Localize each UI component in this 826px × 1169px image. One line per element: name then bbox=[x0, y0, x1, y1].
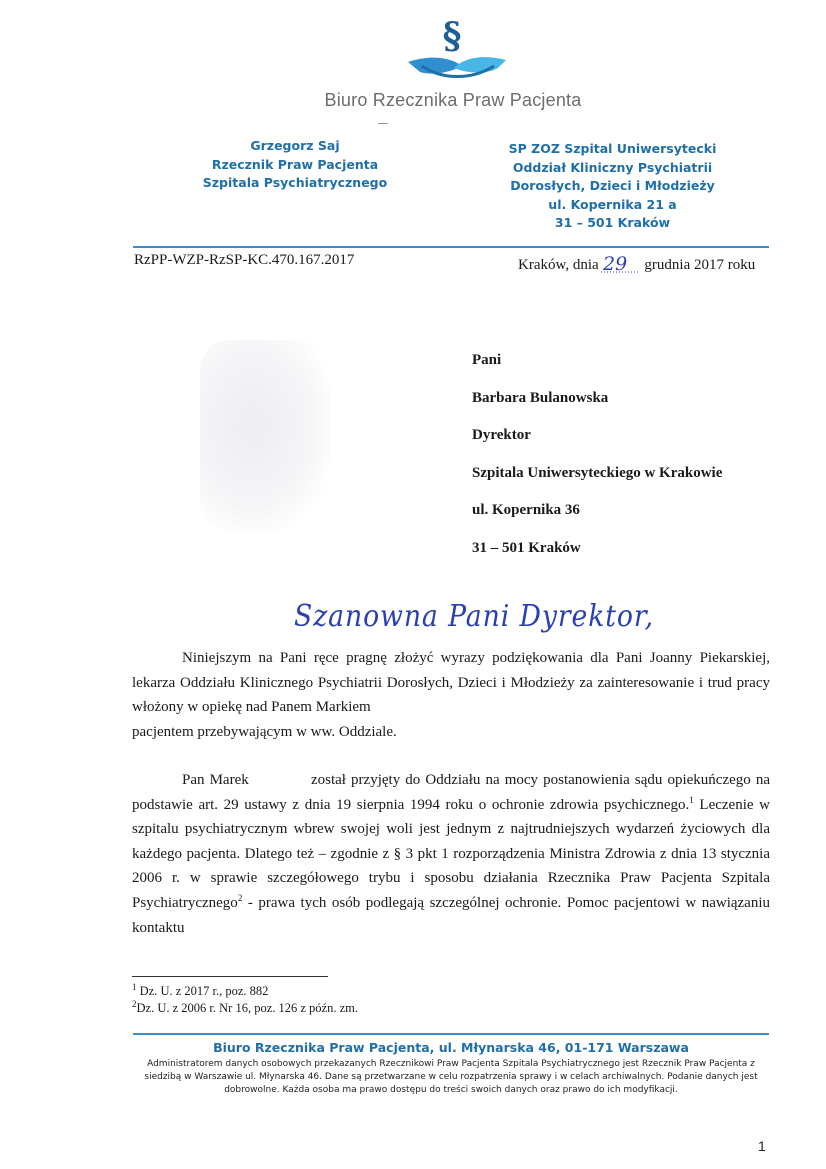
sender-name: Grzegorz Saj bbox=[250, 138, 340, 153]
footnote-ref-1: 1 bbox=[689, 794, 694, 805]
reference-number: RzPP-WZP-RzSP-KC.470.167.2017 bbox=[134, 252, 355, 268]
divider bbox=[378, 123, 388, 124]
paragraph-text: został przyjęty do Oddziału na mocy postanowienia sądu opiekuńczego na podstawie art. 29 ustawy z dnia 19 sierpnia 1994 roku o ochronie zdrowia psychicznego. bbox=[132, 772, 771, 813]
footnote-ref-2: 2 bbox=[237, 892, 243, 903]
svg-text:§: § bbox=[442, 15, 462, 57]
footnote-1: $^1$ Dz. U. z 2017 r., poz. 882 bbox=[132, 981, 269, 998]
sender-block-left bbox=[170, 137, 420, 193]
date-suffix: grudnia 2017 roku bbox=[644, 257, 756, 273]
svg-text:29: 29 bbox=[602, 253, 627, 275]
date-line bbox=[518, 253, 755, 275]
paragraph-text-end: pacjentem przebywającym w ww. Oddziale. bbox=[132, 723, 397, 740]
recipient-block bbox=[472, 342, 722, 568]
handwritten-salutation bbox=[290, 590, 660, 645]
paragraph-text-c: - prawa tych osób podlegają szczególnej ochronie. Pomoc pacjentowi w nawiązaniu kontaktu bbox=[132, 894, 770, 936]
page-number: 1 bbox=[758, 1138, 766, 1154]
body-paragraph-2 bbox=[132, 768, 770, 940]
hospital-name: SP ZOZ Szpital Uniwersytecki bbox=[508, 141, 717, 156]
sender-role: Rzecznik Praw Pacjenta bbox=[211, 156, 379, 172]
paragraph-start: Pan Marek bbox=[182, 772, 249, 788]
hospital-street: ul. Kopernika 21 a bbox=[548, 196, 677, 212]
footer-address: Biuro Rzecznika Praw Pacjenta, ul. Młynarska 46, 01-171 Warszawa bbox=[213, 1040, 689, 1055]
paragraph-text-b: Leczenie w szpitalu psychiatrycznym wbrew swojej woli jest jednym z najtrudniejszych wydarzeń życiowych dla każdego pacjenta. Dlatego też – zgodnie z § 3 pkt 1 rozporządzenia Ministra Zdrowia z dnia 13 stycznia 2006 r. w sprawie szczegółowego trybu i sposobu działania Rzecznika Praw Pacjenta Szpitala Psychiatrycznego bbox=[132, 796, 771, 911]
sender-block-right bbox=[490, 140, 735, 233]
recipient-institution: Szpitala Uniwersyteckiego w Krakowie bbox=[472, 464, 723, 481]
footnote-divider bbox=[132, 976, 328, 977]
office-title: Biuro Rzecznika Praw Pacjenta bbox=[324, 90, 582, 110]
recipient-name: Barbara Bulanowska bbox=[472, 389, 609, 406]
recipient-title: Pani bbox=[472, 352, 502, 368]
ward-name-cont: Dorosłych, Dzieci i Młodzieży bbox=[510, 178, 715, 193]
date-prefix: Kraków, dnia bbox=[518, 257, 599, 273]
header-divider bbox=[133, 246, 769, 248]
body-paragraph-1 bbox=[132, 646, 770, 744]
recipient-role: Dyrektor bbox=[472, 427, 531, 444]
paragraph-text: Niniejszym na Pani ręce pragnę złożyć wyrazy podziękowania dla Pani Joanny Piekarskiej, lekarza Oddziału Klinicznego Psychiatrii Dorosłych, Dzieci i Młodzieży za zainteresowanie i trud pracy włożony w opiekę nad Panem Markiem bbox=[132, 650, 770, 716]
recipient-city: 31 – 501 Kraków bbox=[472, 539, 581, 556]
hospital-city: 31 – 501 Kraków bbox=[554, 215, 671, 230]
footer-divider bbox=[133, 1033, 769, 1035]
section-sign-hands-logo bbox=[402, 14, 512, 86]
handwritten-day bbox=[599, 253, 641, 275]
svg-text:Szanowna Pani Dyrektor,: Szanowna Pani Dyrektor, bbox=[294, 599, 654, 634]
sender-institution: Szpitala Psychiatrycznego bbox=[202, 175, 388, 190]
ward-name: Oddział Kliniczny Psychiatrii bbox=[512, 159, 713, 175]
footer-privacy-note: Administratorem danych osobowych przekazanych Rzecznikowi Praw Pacjenta Szpitala Psychiatrycznego jest Rzecznik Praw Pacjenta z siedzibą w Warszawie ul. Młynarska 46. Dane są przetwarzane w celu rozpatrzenia sprawy i w celach archiwalnych. Podanie danych jest dobrowolne. Każda osoba ma prawo dostępu do treści swoich danych oraz prawo do ich modyfikacji. bbox=[144, 1059, 758, 1096]
footnotes bbox=[132, 983, 358, 1017]
blurred-redaction bbox=[200, 340, 330, 530]
footnote-2: $^2$Dz. U. z 2006 r. Nr 16, poz. 126 z późn. zm. bbox=[132, 998, 358, 1015]
recipient-street: ul. Kopernika 36 bbox=[472, 502, 580, 519]
